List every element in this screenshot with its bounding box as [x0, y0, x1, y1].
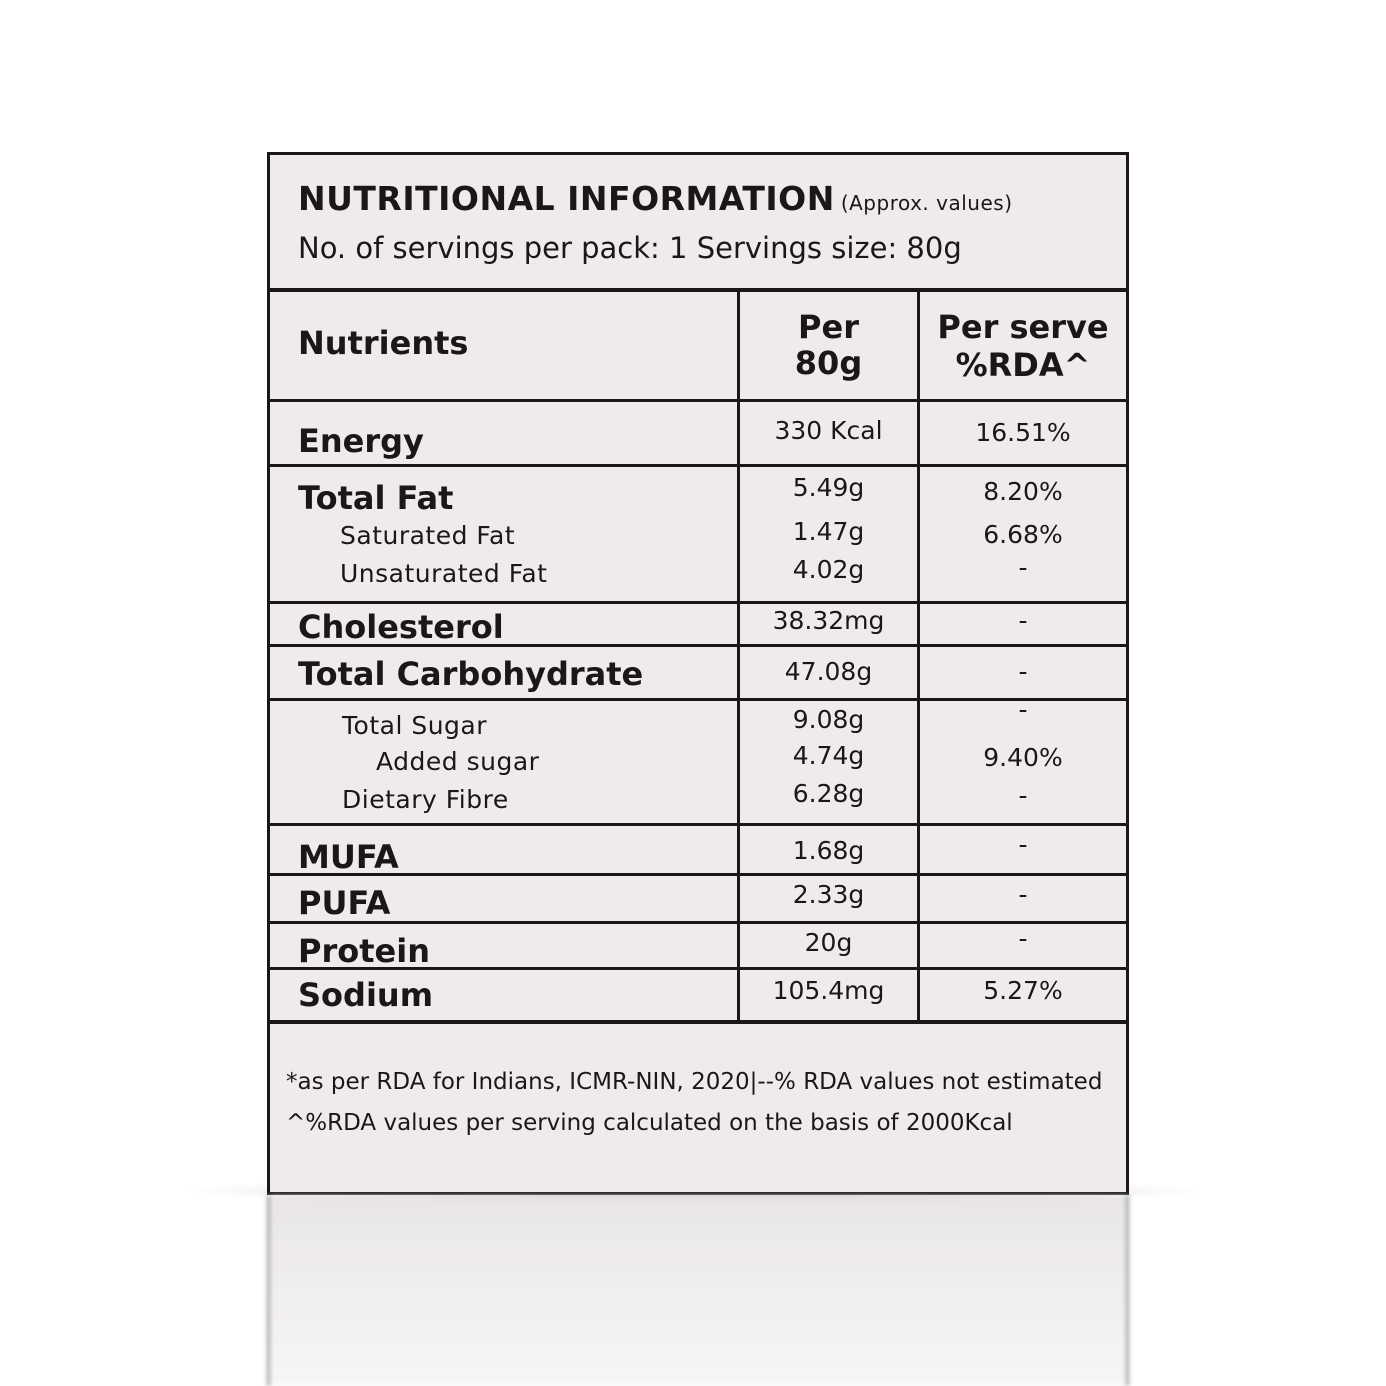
per-header-2: 80g — [794, 344, 863, 382]
table-row — [270, 467, 1126, 604]
table-row — [270, 402, 1126, 467]
table-row — [270, 604, 1126, 647]
column-header-row — [270, 292, 1126, 402]
nutrient-rda: - — [1018, 695, 1028, 724]
nutrient-rda: - — [1018, 880, 1028, 909]
nutrient-name: Saturated Fat — [340, 521, 516, 550]
table-row — [270, 924, 1126, 970]
table-row — [270, 970, 1126, 1024]
nutrient-name: Added sugar — [376, 747, 540, 776]
nutrient-value: 5.49g — [792, 473, 865, 502]
nutrient-value: 20g — [804, 928, 853, 957]
rda-header-1: Per serve — [937, 308, 1109, 346]
nutrient-name: Protein — [298, 932, 430, 970]
nutrient-name: Dietary Fibre — [342, 785, 509, 814]
nutrient-rda: - — [1018, 830, 1028, 859]
nutrient-value: 6.28g — [792, 779, 865, 808]
rda-header-2: %RDA^ — [955, 346, 1091, 384]
nutrient-value: 1.68g — [792, 836, 865, 865]
nutrient-value: 1.47g — [792, 517, 865, 546]
footnote-section — [270, 1024, 1126, 1192]
nutrient-rda: 9.40% — [983, 743, 1063, 772]
servings-info: No. of servings per pack: 1 Servings size: 80g — [298, 231, 962, 265]
label-header — [270, 155, 1126, 292]
label-reflection — [267, 1195, 1129, 1386]
nutrients-header: Nutrients — [298, 324, 469, 362]
nutrient-value: 47.08g — [784, 657, 873, 686]
nutrient-value: 4.02g — [792, 555, 865, 584]
nutrient-rda: - — [1018, 657, 1028, 686]
nutrient-name: Cholesterol — [298, 608, 504, 646]
nutrient-name: PUFA — [298, 884, 391, 922]
nutrient-name: Energy — [298, 422, 424, 460]
nutrient-value: 4.74g — [792, 741, 865, 770]
nutrient-rda: - — [1018, 924, 1028, 953]
label-title — [298, 179, 1013, 218]
per-header-1: Per — [798, 308, 859, 346]
nutrient-rda: 6.68% — [983, 520, 1063, 549]
nutrient-value: 330 Kcal — [774, 416, 883, 445]
nutrient-rda: 5.27% — [983, 976, 1063, 1005]
nutrient-rda: - — [1018, 553, 1028, 582]
nutrient-name: Total Fat — [298, 479, 454, 517]
nutrient-rda: 8.20% — [983, 477, 1063, 506]
title-note: (Approx. values) — [840, 191, 1013, 215]
nutrient-name: Total Carbohydrate — [298, 655, 644, 693]
footnote: *as per RDA for Indians, ICMR-NIN, 2020|--% RDA values not estimated ^%RDA values per serving calculated on the basis of 2000Kcal — [286, 1069, 1103, 1136]
nutrient-value: 9.08g — [792, 705, 865, 734]
nutrient-rda: - — [1018, 606, 1028, 635]
table-row — [270, 826, 1126, 876]
nutrient-value: 38.32mg — [772, 606, 885, 635]
table-row — [270, 695, 1126, 826]
table-row — [270, 647, 1126, 701]
nutrient-name: Total Sugar — [342, 711, 488, 740]
nutrient-rda: 16.51% — [975, 418, 1071, 447]
nutrient-name: Sodium — [298, 976, 434, 1014]
nutrient-rda: - — [1018, 781, 1028, 810]
nutrient-name: MUFA — [298, 838, 399, 876]
nutrient-value: 105.4mg — [772, 976, 885, 1005]
nutrition-label — [267, 152, 1129, 1195]
nutrient-name: Unsaturated Fat — [340, 559, 548, 588]
table-row — [270, 876, 1126, 924]
nutrient-value: 2.33g — [792, 880, 865, 909]
title-text: NUTRITIONAL INFORMATION — [298, 179, 835, 218]
